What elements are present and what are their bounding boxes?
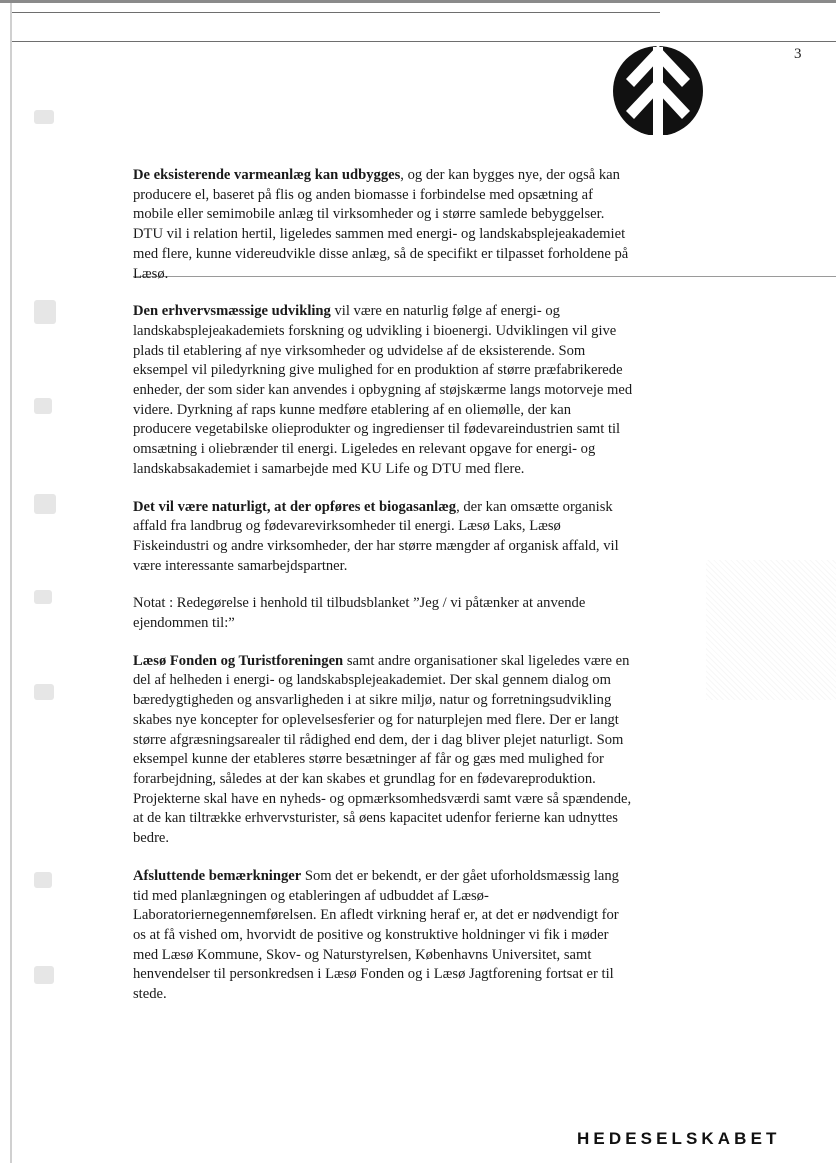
scan-speck: [34, 590, 52, 604]
page-number: 3: [794, 46, 802, 62]
paragraph-note: [133, 594, 633, 633]
paragraph-text: samt andre organisationer skal ligeledes være en del af helheden i energi- og landskabsplejeakademiet. Der skal gennem dialog om bæredygtigheden og ansvarligheden i at sikre miljø, natur og forretningsudvikling skabes nye koncepter for oplevelsesferier og for naturplejen med flere. Der er langt større afgræsningsarealer til rådighed end dem, der i dag bliver plejet naturligt. Som eksempel kunne der etableres større besætninger af får og gæs med mulighed for forarbejdning, således at der kan skabes et grundlag for en fødevareproduktion. Projekterne skal have en nyheds- og opmærksomhedsværdi samt være så spændende, at de kan tiltrække erhvervsturister, så øens kapacitet udenfor ferierne kan udnyttes bedre.: [133, 652, 632, 847]
paragraph-text: Som det er bekendt, er der gået uforholdsmæssig lang tid med planlægningen og etableringen af udbuddet af Læsø-Laboratoriernegennemførelsen. En afledt virkning heraf er, at det er nødvendigt for os at få vished om, hvorvidt de positive og konstruktive holdninger vi fik i møder med Læsø Kommune, Skov- og Naturstyrelsen, Københavns Universitet, samt henvendelser til personkredsen i Læsø Fonden og i Læsø Jagtforening fortsat er til stede.: [133, 867, 619, 1003]
paragraph-lead: Afsluttende bemærkninger: [133, 867, 302, 884]
scan-speck: [34, 684, 54, 700]
letter-body: [133, 166, 633, 1023]
paragraph-closing-remarks: [133, 867, 633, 1005]
scan-speck: [34, 300, 56, 324]
scan-speck: [34, 872, 52, 888]
scan-noise: [706, 560, 836, 700]
paragraph-text: , der kan omsætte organisk affald fra landbrug og fødevarevirksomheder til energi. Læsø Laks, Læsø Fiskeindustri og andre virksomheder, der har større mængder af organisk affald, vil være interessante samarbejdspartner.: [133, 498, 619, 574]
scan-top-edge: [0, 0, 836, 3]
scan-speck: [34, 110, 54, 124]
paragraph-lead: Den erhvervsmæssige udvikling: [133, 303, 331, 320]
paragraph-tourism: [133, 652, 633, 849]
company-signature: HEDESELSKABET: [577, 1129, 781, 1148]
paragraph-biogas: [133, 498, 633, 577]
paragraph-lead: De eksisterende varmeanlæg kan udbygges: [133, 167, 401, 183]
paragraph-text: vil være en naturlig følge af energi- og landskabsplejeakademiets forskning og udvikling i bioenergi. Udviklingen vil give plads til etablering af nye virksomheder og udvidelse af de eksisterende. Som eksempel vil piledyrkning give mulighed for en produktion af større præfabrikerede enheder, der som sider kan anvendes i opbygning af støjskærme langs motorveje med videre. Dyrkning af raps kunne medføre etablering af en oliemølle, der kan producere vegetabilske olieprodukter og ingredienser til fødevareindustrien samt til omsætning i oliebrænder til energi. Ligeledes en relevant opgave for energi- og landskabsakademiet i samarbejde med KU Life og DTU med flere.: [133, 303, 633, 477]
hedeselskabet-arrow-logo-icon: [612, 39, 704, 143]
header-rule-long: [12, 41, 836, 42]
paragraph-lead: Det vil være naturligt, at der opføres et biogasanlæg: [133, 498, 457, 515]
paragraph-lead: Læsø Fonden og Turistforeningen: [133, 652, 344, 669]
scan-speck: [34, 494, 56, 514]
paragraph-business-development: [133, 302, 633, 479]
paragraph-text: Notat : Redegørelse i henhold til tilbudsblanket ”Jeg / vi påtænker at anvende ejendommen til:”: [133, 595, 586, 632]
scan-left-edge: [10, 3, 12, 1163]
scan-speck: [34, 398, 52, 414]
paragraph-text: , og der kan bygges nye, der også kan producere el, baseret på flis og anden biomasse i forbindelse med opsætning af mobile eller semimobile anlæg til virksomheder og i større samlede bebyggelser. DTU vil i relation hertil, ligeledes sammen med energi- og landskabsplejeakademiet med flere, kunne videreudvikle disse anlæg, så de specifikt er tilpasset forholdene på Læsø.: [133, 167, 629, 282]
header-rule-short: [12, 12, 660, 13]
paragraph-heating-plants: [133, 166, 633, 284]
scan-speck: [34, 966, 54, 984]
